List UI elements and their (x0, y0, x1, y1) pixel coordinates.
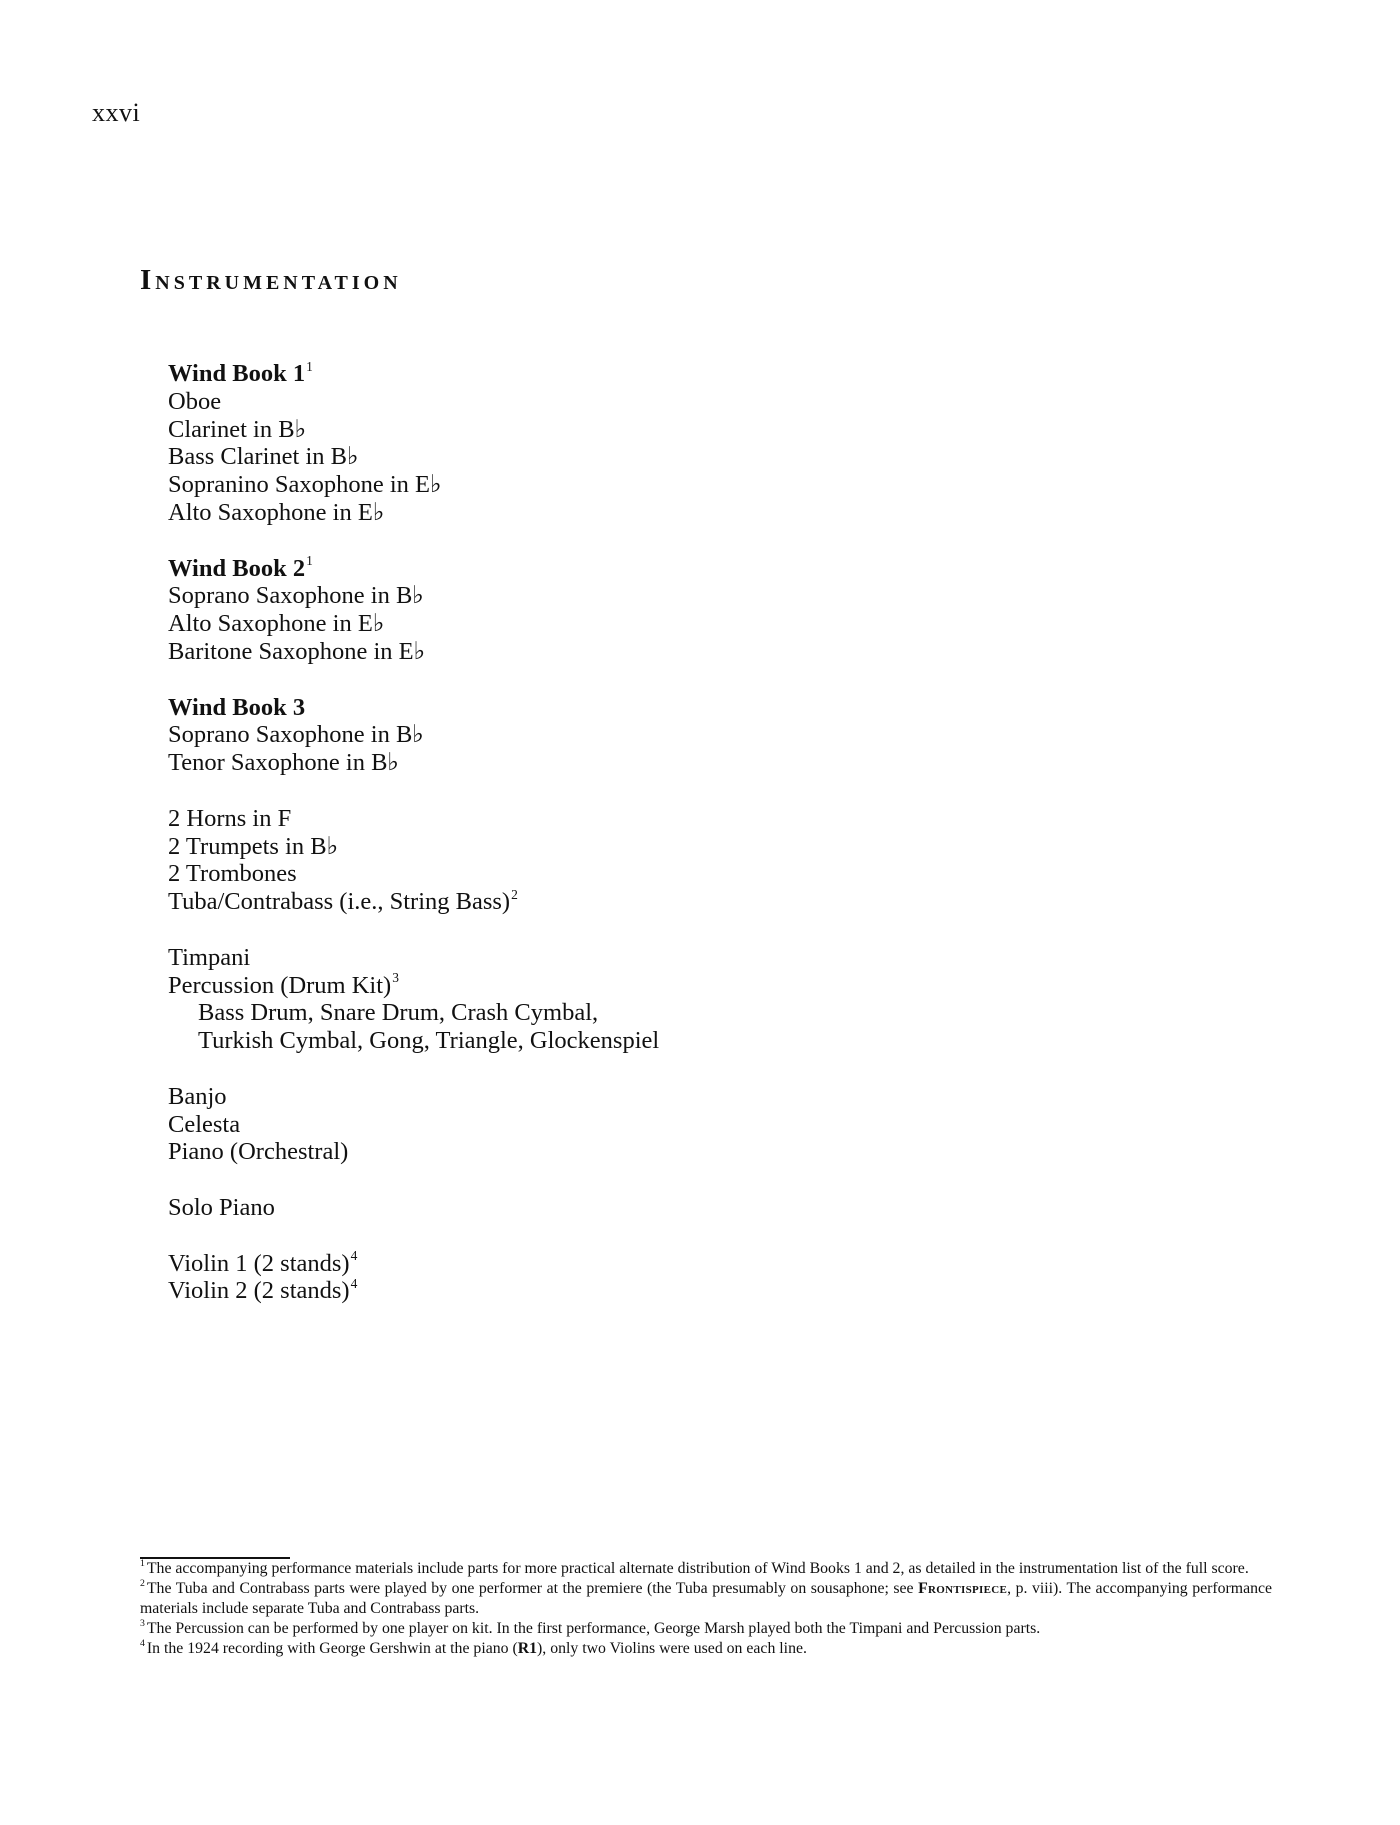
instrument-item: Baritone Saxophone in E♭ (168, 637, 426, 665)
page-number: xxvi (92, 98, 141, 127)
group-brass (168, 805, 1168, 916)
instrument-item: 2 Trombones (168, 860, 297, 888)
footnote-ref: 2 (511, 887, 518, 903)
footnote-ref: 1 (306, 553, 313, 569)
instrument-item: Clarinet in B♭ (168, 415, 307, 443)
instrument-subitem: Bass Drum, Snare Drum, Crash Cymbal, (198, 999, 599, 1027)
instrument-item: Alto Saxophone in E♭ (168, 610, 385, 638)
instrument-item: Solo Piano (168, 1193, 275, 1221)
instrument-item: 2 Horns in F (168, 804, 292, 832)
instrument-item: Tuba/Contrabass (i.e., String Bass)$^2$ (168, 887, 518, 916)
frontispiece-reference: Frontispiece (918, 1580, 1008, 1597)
footnote-ref: 1 (306, 358, 313, 374)
footnote-ref: 4 (350, 1276, 358, 1292)
footnote-ref: 3 (392, 970, 399, 986)
instrumentation-list (168, 360, 1168, 1333)
instrument-item: Bass Clarinet in B♭ (168, 443, 359, 471)
instrument-item: Violin 2 (2 stands)$^4$ (168, 1276, 358, 1305)
footnote-2: $^2$ The Tuba and Contrabass parts were played by one performer at the premiere (the Tuba presumably on sousaphone; see Frontispiece, p. viii). The accompanying performance materials include separate Tuba and Contrabass parts. (140, 1578, 1272, 1617)
group-strings (168, 1250, 1168, 1306)
instrument-subitem: Turkish Cymbal, Gong, Triangle, Glockenspiel (198, 1027, 660, 1055)
instrument-item: Soprano Saxophone in B♭ (168, 582, 424, 610)
instrument-item: Alto Saxophone in E♭ (168, 498, 385, 526)
instrument-item: Soprano Saxophone in B♭ (168, 721, 424, 749)
instrument-item: Tenor Saxophone in B♭ (168, 749, 399, 777)
instrument-item: 2 Trumpets in B♭ (168, 832, 339, 860)
instrument-item: Piano (Orchestral) (168, 1138, 349, 1166)
group-wind-book-1 (168, 360, 1168, 527)
group-wind-book-2 (168, 555, 1168, 666)
group-wind-book-3 (168, 694, 1168, 777)
instrument-item: Banjo (168, 1082, 227, 1110)
group-solo (168, 1194, 1168, 1222)
instrument-item: Oboe (168, 387, 222, 415)
instrument-item: Violin 1 (2 stands)$^4$ (168, 1248, 358, 1277)
instrument-item: Sopranino Saxophone in E♭ (168, 471, 442, 499)
group-keyboards (168, 1083, 1168, 1166)
instrument-item: Timpani (168, 943, 251, 971)
footnote-mark: 4 (140, 1638, 145, 1650)
footnote-mark: 2 (140, 1578, 145, 1590)
group-heading: Wind Book $1^1$ (168, 358, 313, 387)
page-title: Instrumentation (140, 264, 402, 296)
group-heading: Wind Book $2^1$ (168, 553, 313, 582)
recording-reference: R1 (517, 1640, 538, 1657)
footnote-mark: 1 (140, 1558, 145, 1570)
footnotes (140, 1559, 1272, 1659)
footnote-1: $^1$ The accompanying performance materials include parts for more practical alternate distribution of Wind Books 1 and 2, as detailed in the instrumentation list of the full score. (140, 1558, 1249, 1577)
footnote-4: $^4$ In the 1924 recording with George Gershwin at the piano (R1), only two Violins were used on each line. (140, 1638, 807, 1657)
footnote-mark: 3 (140, 1618, 145, 1630)
group-percussion (168, 944, 1168, 1055)
instrument-item: Celesta (168, 1110, 241, 1138)
group-heading: Wind Book 3 (168, 693, 306, 721)
footnote-ref: 4 (350, 1248, 358, 1264)
instrument-item: Percussion (Drum Kit)$^3$ (168, 970, 399, 999)
footnote-3: $^3$ The Percussion can be performed by one player on kit. In the first performance, George Marsh played both the Timpani and Percussion parts. (140, 1618, 1041, 1637)
